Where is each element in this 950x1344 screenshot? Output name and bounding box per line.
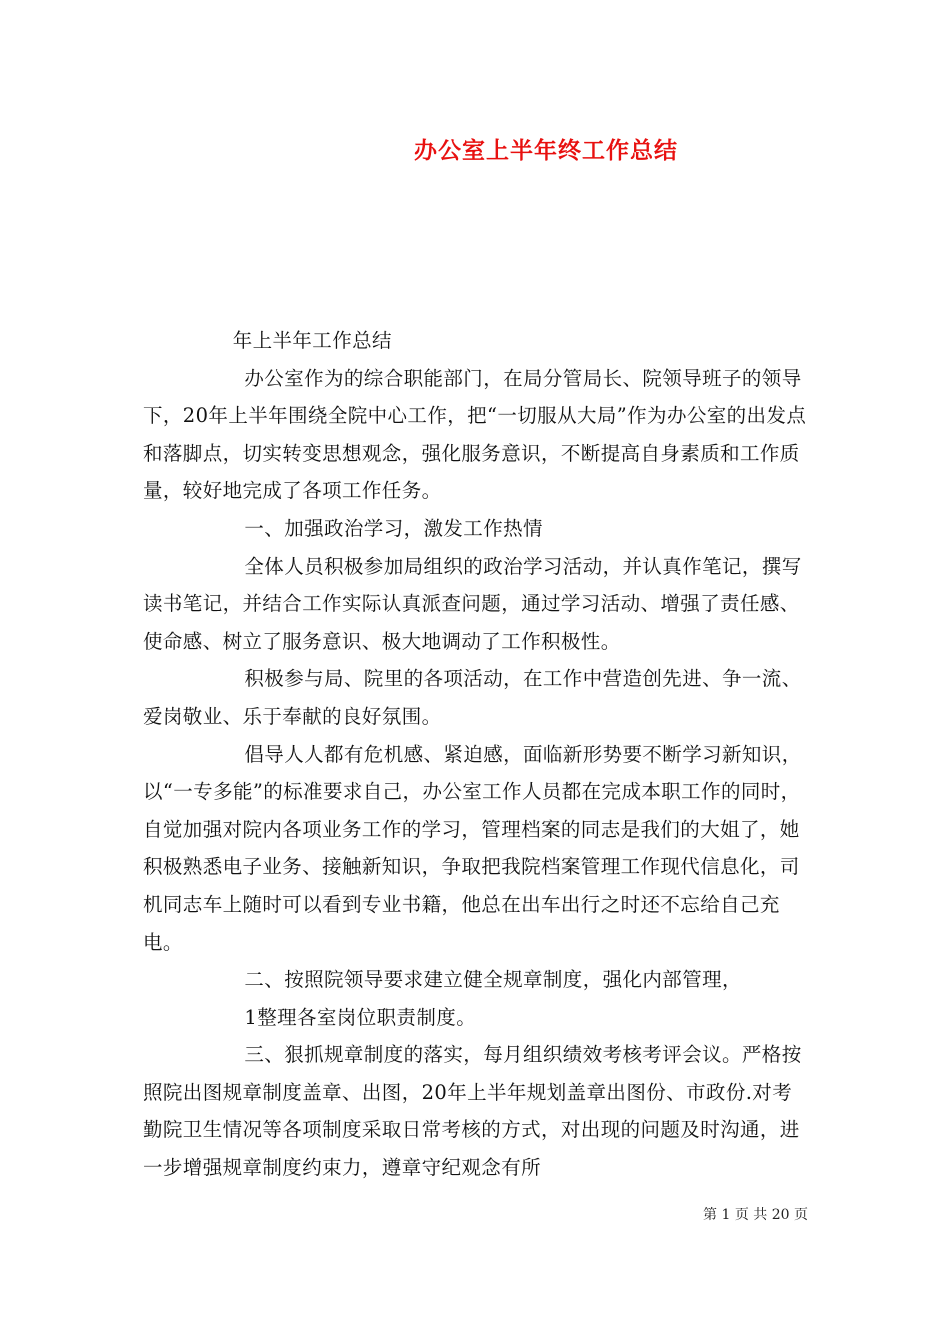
document-body bbox=[143, 322, 807, 1187]
paragraph: 倡导人人都有危机感、紧迫感，面临新形势要不断学习新知识，以“一专多能”的标准要求自己，办公室工作人员都在完成本职工作的同时，自觉加强对院内各项业务工作的学习，管理档案的同志是我们的大姐了，她积极熟悉电子业务、接触新知识，争取把我院档案管理工作现代信息化，司机同志车上随时可以看到专业书籍，他总在出车出行之时还不忘给自己充电。 bbox=[143, 742, 802, 954]
page-number: 第 1 页 共 20 页 bbox=[703, 1207, 808, 1223]
section-heading: 一、加强政治学习，激发工作热情 bbox=[244, 516, 543, 540]
paragraph: 积极参与局、院里的各项活动，在工作中营造创先进、争一流、爱岗敬业、乐于奉献的良好氛围。 bbox=[143, 667, 802, 728]
document-title: 办公室上半年终工作总结 bbox=[414, 137, 678, 164]
paragraph: 1整理各室岗位职责制度。 bbox=[244, 1005, 477, 1029]
section-heading: 二、按照院领导要求建立健全规章制度，强化内部管理， bbox=[244, 968, 742, 992]
section-heading: 年上半年工作总结 bbox=[232, 329, 392, 352]
paragraph: 办公室作为的综合职能部门，在局分管局长、院领导班子的领导下，20年上半年围绕全院中心工作，把“一切服从大局”作为办公室的出发点和落脚点，切实转变思想观念，强化服务意识，不断提高自身素质和工作质量，较好地完成了各项工作任务。 bbox=[143, 366, 807, 503]
paragraph: 全体人员积极参加局组织的政治学习活动，并认真作笔记，撰写读书笔记，并结合工作实际认真派查问题，通过学习活动、增强了责任感、使命感、树立了服务意识、极大地调动了工作积极性。 bbox=[143, 554, 802, 653]
paragraph: 三、狠抓规章制度的落实，每月组织绩效考核考评会议。严格按照院出图规章制度盖章、出图，20年上半年规划盖章出图份、市政份.对考勤院卫生情况等各项制度采取日常考核的方式，对出现的问题及时沟通，进一步增强规章制度约束力，遵章守纪观念有所 bbox=[143, 1043, 802, 1180]
